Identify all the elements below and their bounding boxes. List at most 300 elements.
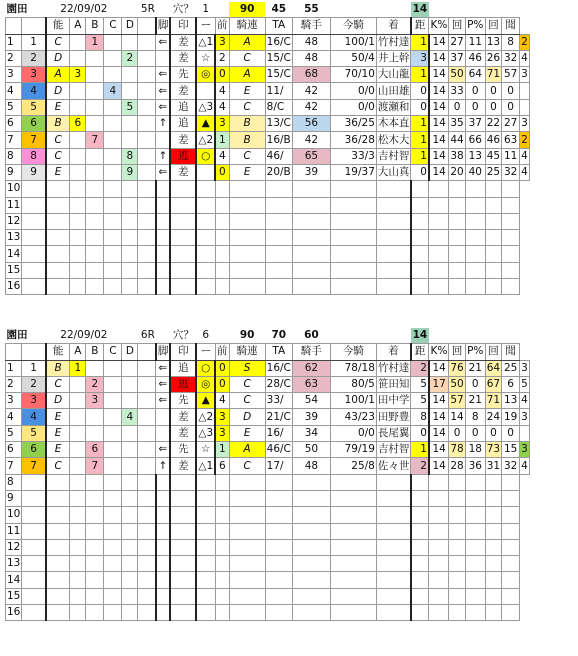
empty-cell[interactable]: [265, 507, 292, 523]
ta-value[interactable]: 50: [292, 442, 330, 458]
finish-value[interactable]: 5: [411, 393, 429, 409]
empty-cell[interactable]: [229, 230, 265, 246]
empty-cell[interactable]: [465, 605, 485, 621]
empty-cell[interactable]: [104, 572, 122, 588]
empty-cell[interactable]: [215, 605, 229, 621]
jockey-rate[interactable]: 0/0: [330, 99, 376, 115]
empty-cell[interactable]: [485, 490, 501, 506]
jockey-name[interactable]: 竹村達: [376, 34, 411, 50]
empty-cell[interactable]: [104, 230, 122, 246]
ability-grade[interactable]: C: [46, 132, 70, 148]
arrow-icon[interactable]: ⇐: [156, 34, 171, 50]
row-number[interactable]: 16: [6, 279, 22, 295]
empty-cell[interactable]: [122, 474, 138, 490]
empty-cell[interactable]: [485, 230, 501, 246]
jockey-rate[interactable]: 80/5: [330, 376, 376, 392]
empty-cell[interactable]: [70, 474, 86, 490]
empty-cell[interactable]: [196, 197, 215, 213]
empty-cell[interactable]: [215, 197, 229, 213]
empty-cell[interactable]: [292, 246, 330, 262]
ability-grade[interactable]: A: [46, 67, 70, 83]
jockey-name[interactable]: 佐々世: [376, 458, 411, 474]
empty-cell[interactable]: [265, 230, 292, 246]
previous-grade[interactable]: A: [229, 34, 265, 50]
empty-cell[interactable]: [170, 507, 196, 523]
p-count[interactable]: 32: [502, 164, 520, 180]
listen-value[interactable]: [520, 83, 530, 99]
rank-c[interactable]: [104, 34, 122, 50]
empty-cell[interactable]: [70, 279, 86, 295]
empty-cell[interactable]: [156, 572, 171, 588]
empty-cell[interactable]: [156, 197, 171, 213]
jockey-combo[interactable]: 15/C: [265, 50, 292, 66]
row-number[interactable]: 15: [6, 588, 22, 604]
empty-cell[interactable]: [429, 539, 449, 555]
empty-cell[interactable]: [411, 181, 429, 197]
k-percent[interactable]: 38: [449, 148, 465, 164]
running-style[interactable]: 先: [170, 67, 196, 83]
empty-cell[interactable]: [376, 523, 411, 539]
finish-value[interactable]: 2: [411, 458, 429, 474]
empty-cell[interactable]: [376, 605, 411, 621]
jockey-combo[interactable]: 16/B: [265, 132, 292, 148]
rank-a[interactable]: [70, 83, 86, 99]
empty-cell[interactable]: [196, 523, 215, 539]
empty-cell[interactable]: [429, 507, 449, 523]
empty-cell[interactable]: [429, 181, 449, 197]
rank-e[interactable]: [138, 34, 156, 50]
row-number[interactable]: 9: [6, 164, 22, 180]
running-style[interactable]: 差: [170, 409, 196, 425]
p-count[interactable]: 13: [502, 393, 520, 409]
empty-cell[interactable]: [330, 556, 376, 572]
k-percent[interactable]: 44: [449, 132, 465, 148]
finish-value[interactable]: 3: [411, 50, 429, 66]
empty-cell[interactable]: [138, 230, 156, 246]
empty-cell[interactable]: [292, 605, 330, 621]
rank-e[interactable]: [138, 458, 156, 474]
empty-cell[interactable]: [376, 474, 411, 490]
position-value[interactable]: 3: [215, 116, 229, 132]
gate-number[interactable]: 2: [22, 376, 46, 392]
empty-cell[interactable]: [215, 523, 229, 539]
empty-cell[interactable]: [411, 572, 429, 588]
empty-cell[interactable]: [46, 230, 70, 246]
empty-cell[interactable]: [485, 507, 501, 523]
p-percent[interactable]: 64: [485, 360, 501, 376]
distance-value[interactable]: 14: [429, 148, 449, 164]
ta-value[interactable]: 48: [292, 34, 330, 50]
rank-d[interactable]: 2: [122, 50, 138, 66]
empty-cell[interactable]: [465, 490, 485, 506]
p-count[interactable]: 27: [502, 116, 520, 132]
p-percent[interactable]: 0: [485, 83, 501, 99]
empty-cell[interactable]: [86, 539, 104, 555]
empty-cell[interactable]: [485, 588, 501, 604]
previous-grade[interactable]: E: [229, 164, 265, 180]
p-percent[interactable]: 67: [485, 376, 501, 392]
empty-cell[interactable]: [22, 262, 46, 278]
distance-value[interactable]: 14: [429, 67, 449, 83]
empty-cell[interactable]: [229, 507, 265, 523]
empty-cell[interactable]: [502, 246, 520, 262]
gate-number[interactable]: 7: [22, 132, 46, 148]
empty-cell[interactable]: [229, 262, 265, 278]
jockey-rate[interactable]: 36/28: [330, 132, 376, 148]
empty-cell[interactable]: [104, 181, 122, 197]
listen-value[interactable]: 2: [520, 34, 530, 50]
empty-cell[interactable]: [46, 474, 70, 490]
k-percent[interactable]: 33: [449, 83, 465, 99]
empty-cell[interactable]: [46, 262, 70, 278]
empty-cell[interactable]: [330, 539, 376, 555]
arrow-icon[interactable]: ↑: [156, 458, 171, 474]
jockey-combo[interactable]: 13/C: [265, 116, 292, 132]
empty-cell[interactable]: [46, 213, 70, 229]
rank-c[interactable]: [104, 442, 122, 458]
rank-a[interactable]: [70, 458, 86, 474]
rank-a[interactable]: [70, 99, 86, 115]
empty-cell[interactable]: [330, 490, 376, 506]
jockey-rate[interactable]: 36/25: [330, 116, 376, 132]
empty-cell[interactable]: [292, 213, 330, 229]
listen-value[interactable]: 4: [520, 50, 530, 66]
row-number[interactable]: 13: [6, 556, 22, 572]
listen-value[interactable]: 3: [520, 116, 530, 132]
jockey-name[interactable]: 木本直: [376, 116, 411, 132]
rank-c[interactable]: [104, 132, 122, 148]
row-number[interactable]: 12: [6, 213, 22, 229]
empty-cell[interactable]: [170, 213, 196, 229]
k-count[interactable]: 64: [465, 67, 485, 83]
empty-cell[interactable]: [86, 197, 104, 213]
distance-value[interactable]: 14: [429, 360, 449, 376]
k-count[interactable]: 46: [465, 50, 485, 66]
jockey-combo[interactable]: 20/B: [265, 164, 292, 180]
jockey-rate[interactable]: 43/23: [330, 409, 376, 425]
empty-cell[interactable]: [170, 197, 196, 213]
rank-e[interactable]: [138, 376, 156, 392]
arrow-icon[interactable]: ⇐: [156, 442, 171, 458]
rank-c[interactable]: [104, 148, 122, 164]
empty-cell[interactable]: [465, 197, 485, 213]
running-style[interactable]: 差: [170, 458, 196, 474]
p-percent[interactable]: 45: [485, 148, 501, 164]
ability-grade[interactable]: C: [46, 458, 70, 474]
rank-a[interactable]: [70, 425, 86, 441]
jockey-combo[interactable]: 21/C: [265, 409, 292, 425]
ability-grade[interactable]: E: [46, 409, 70, 425]
empty-cell[interactable]: [122, 230, 138, 246]
listen-value[interactable]: 4: [520, 164, 530, 180]
rank-a[interactable]: [70, 409, 86, 425]
empty-cell[interactable]: [429, 213, 449, 229]
empty-cell[interactable]: [449, 246, 465, 262]
gate-number[interactable]: 9: [22, 164, 46, 180]
empty-cell[interactable]: [86, 588, 104, 604]
prediction-mark[interactable]: △2: [196, 409, 215, 425]
empty-cell[interactable]: [196, 279, 215, 295]
empty-cell[interactable]: [229, 556, 265, 572]
row-number[interactable]: 8: [6, 148, 22, 164]
empty-cell[interactable]: [46, 197, 70, 213]
empty-cell[interactable]: [46, 588, 70, 604]
empty-cell[interactable]: [292, 279, 330, 295]
rank-e[interactable]: [138, 425, 156, 441]
empty-cell[interactable]: [156, 262, 171, 278]
position-value[interactable]: 3: [215, 34, 229, 50]
prediction-mark[interactable]: ☆: [196, 50, 215, 66]
empty-cell[interactable]: [122, 197, 138, 213]
empty-cell[interactable]: [229, 539, 265, 555]
jockey-combo[interactable]: 17/: [265, 458, 292, 474]
empty-cell[interactable]: [429, 474, 449, 490]
empty-cell[interactable]: [22, 605, 46, 621]
finish-value[interactable]: 0: [411, 99, 429, 115]
empty-cell[interactable]: [22, 539, 46, 555]
empty-cell[interactable]: [122, 507, 138, 523]
k-count[interactable]: 40: [465, 164, 485, 180]
arrow-icon[interactable]: ↑: [156, 116, 171, 132]
rank-d[interactable]: [122, 442, 138, 458]
finish-value[interactable]: 1: [411, 132, 429, 148]
empty-cell[interactable]: [104, 523, 122, 539]
empty-cell[interactable]: [229, 246, 265, 262]
k-percent[interactable]: 0: [449, 425, 465, 441]
empty-cell[interactable]: [411, 539, 429, 555]
empty-cell[interactable]: [22, 556, 46, 572]
empty-cell[interactable]: [449, 197, 465, 213]
distance-value[interactable]: 14: [429, 99, 449, 115]
rank-b[interactable]: 6: [86, 442, 104, 458]
empty-cell[interactable]: [138, 181, 156, 197]
empty-cell[interactable]: [265, 588, 292, 604]
empty-cell[interactable]: [70, 539, 86, 555]
empty-cell[interactable]: [46, 605, 70, 621]
empty-cell[interactable]: [485, 605, 501, 621]
empty-cell[interactable]: [292, 556, 330, 572]
empty-cell[interactable]: [22, 474, 46, 490]
previous-grade[interactable]: C: [229, 50, 265, 66]
empty-cell[interactable]: [86, 181, 104, 197]
p-percent[interactable]: 71: [485, 393, 501, 409]
running-style[interactable]: 逃: [170, 148, 196, 164]
empty-cell[interactable]: [138, 507, 156, 523]
empty-cell[interactable]: [411, 490, 429, 506]
empty-cell[interactable]: [122, 181, 138, 197]
empty-cell[interactable]: [196, 213, 215, 229]
previous-grade[interactable]: D: [229, 409, 265, 425]
empty-cell[interactable]: [215, 474, 229, 490]
empty-cell[interactable]: [104, 213, 122, 229]
p-percent[interactable]: 73: [485, 442, 501, 458]
previous-grade[interactable]: B: [229, 132, 265, 148]
empty-cell[interactable]: [156, 279, 171, 295]
k-percent[interactable]: 50: [449, 67, 465, 83]
finish-value[interactable]: 1: [411, 116, 429, 132]
jockey-name[interactable]: 吉村智: [376, 148, 411, 164]
p-count[interactable]: 32: [502, 458, 520, 474]
empty-cell[interactable]: [70, 572, 86, 588]
p-percent[interactable]: 71: [485, 67, 501, 83]
empty-cell[interactable]: [70, 246, 86, 262]
p-count[interactable]: 32: [502, 50, 520, 66]
row-number[interactable]: 8: [6, 474, 22, 490]
previous-grade[interactable]: C: [229, 393, 265, 409]
empty-cell[interactable]: [502, 197, 520, 213]
row-number[interactable]: 4: [6, 409, 22, 425]
empty-cell[interactable]: [229, 490, 265, 506]
rank-c[interactable]: [104, 360, 122, 376]
empty-cell[interactable]: [229, 213, 265, 229]
empty-cell[interactable]: [86, 474, 104, 490]
jockey-combo[interactable]: 15/C: [265, 67, 292, 83]
empty-cell[interactable]: [170, 230, 196, 246]
rank-e[interactable]: [138, 116, 156, 132]
ta-value[interactable]: 34: [292, 425, 330, 441]
empty-cell[interactable]: [485, 556, 501, 572]
row-number[interactable]: 7: [6, 458, 22, 474]
empty-cell[interactable]: [429, 279, 449, 295]
row-number[interactable]: 3: [6, 67, 22, 83]
rank-b[interactable]: [86, 148, 104, 164]
rank-d[interactable]: 8: [122, 148, 138, 164]
prediction-mark[interactable]: △3: [196, 425, 215, 441]
arrow-icon[interactable]: ↑: [156, 148, 171, 164]
finish-value[interactable]: 1: [411, 442, 429, 458]
empty-cell[interactable]: [138, 605, 156, 621]
empty-cell[interactable]: [196, 605, 215, 621]
empty-cell[interactable]: [86, 572, 104, 588]
empty-cell[interactable]: [265, 572, 292, 588]
p-count[interactable]: 63: [502, 132, 520, 148]
jockey-combo[interactable]: 16/: [265, 425, 292, 441]
empty-cell[interactable]: [330, 523, 376, 539]
empty-cell[interactable]: [215, 262, 229, 278]
empty-cell[interactable]: [138, 523, 156, 539]
prediction-mark[interactable]: ◎: [196, 376, 215, 392]
empty-cell[interactable]: [330, 213, 376, 229]
k-percent[interactable]: 57: [449, 393, 465, 409]
empty-cell[interactable]: [265, 279, 292, 295]
empty-cell[interactable]: [22, 490, 46, 506]
p-count[interactable]: 57: [502, 67, 520, 83]
row-number[interactable]: 2: [6, 376, 22, 392]
rank-b[interactable]: [86, 67, 104, 83]
empty-cell[interactable]: [229, 572, 265, 588]
arrow-icon[interactable]: ⇐: [156, 67, 171, 83]
ta-value[interactable]: 48: [292, 50, 330, 66]
rank-c[interactable]: [104, 458, 122, 474]
jockey-rate[interactable]: 100/1: [330, 34, 376, 50]
p-percent[interactable]: 0: [485, 99, 501, 115]
rank-c[interactable]: [104, 409, 122, 425]
p-percent[interactable]: 13: [485, 34, 501, 50]
empty-cell[interactable]: [156, 605, 171, 621]
empty-cell[interactable]: [215, 572, 229, 588]
k-count[interactable]: 66: [465, 132, 485, 148]
prediction-mark[interactable]: [196, 164, 215, 180]
empty-cell[interactable]: [86, 230, 104, 246]
empty-cell[interactable]: [215, 230, 229, 246]
ta-value[interactable]: 65: [292, 148, 330, 164]
empty-cell[interactable]: [330, 588, 376, 604]
arrow-icon[interactable]: ⇐: [156, 376, 171, 392]
empty-cell[interactable]: [429, 490, 449, 506]
empty-cell[interactable]: [485, 474, 501, 490]
ta-value[interactable]: 42: [292, 99, 330, 115]
empty-cell[interactable]: [46, 246, 70, 262]
empty-cell[interactable]: [465, 507, 485, 523]
empty-cell[interactable]: [22, 230, 46, 246]
empty-cell[interactable]: [449, 213, 465, 229]
empty-cell[interactable]: [22, 213, 46, 229]
empty-cell[interactable]: [104, 588, 122, 604]
empty-cell[interactable]: [46, 507, 70, 523]
empty-cell[interactable]: [138, 490, 156, 506]
empty-cell[interactable]: [156, 181, 171, 197]
prediction-mark[interactable]: △1: [196, 34, 215, 50]
rank-c[interactable]: 4: [104, 83, 122, 99]
previous-grade[interactable]: A: [229, 442, 265, 458]
empty-cell[interactable]: [292, 507, 330, 523]
position-value[interactable]: 0: [215, 164, 229, 180]
position-value[interactable]: 4: [215, 83, 229, 99]
empty-cell[interactable]: [330, 246, 376, 262]
empty-cell[interactable]: [485, 539, 501, 555]
jockey-name[interactable]: 笹田知: [376, 376, 411, 392]
empty-cell[interactable]: [170, 279, 196, 295]
position-value[interactable]: 0: [215, 376, 229, 392]
jockey-rate[interactable]: 100/1: [330, 393, 376, 409]
empty-cell[interactable]: [292, 262, 330, 278]
empty-cell[interactable]: [502, 539, 520, 555]
k-count[interactable]: 36: [465, 458, 485, 474]
empty-cell[interactable]: [485, 197, 501, 213]
gate-number[interactable]: 5: [22, 425, 46, 441]
gate-number[interactable]: 4: [22, 83, 46, 99]
rank-b[interactable]: 1: [86, 34, 104, 50]
empty-cell[interactable]: [46, 279, 70, 295]
empty-cell[interactable]: [22, 507, 46, 523]
empty-cell[interactable]: [156, 230, 171, 246]
p-percent[interactable]: 24: [485, 409, 501, 425]
rank-a[interactable]: 1: [70, 360, 86, 376]
k-count[interactable]: 13: [465, 148, 485, 164]
row-number[interactable]: 5: [6, 99, 22, 115]
jockey-rate[interactable]: 0/0: [330, 425, 376, 441]
running-style[interactable]: 先: [170, 393, 196, 409]
empty-cell[interactable]: [485, 246, 501, 262]
empty-cell[interactable]: [411, 588, 429, 604]
listen-value[interactable]: 5: [520, 376, 530, 392]
jockey-combo[interactable]: 16/C: [265, 34, 292, 50]
ability-grade[interactable]: E: [46, 99, 70, 115]
rank-e[interactable]: [138, 393, 156, 409]
empty-cell[interactable]: [104, 605, 122, 621]
rank-d[interactable]: [122, 376, 138, 392]
position-value[interactable]: 6: [215, 458, 229, 474]
empty-cell[interactable]: [449, 572, 465, 588]
ta-value[interactable]: 62: [292, 360, 330, 376]
empty-cell[interactable]: [70, 507, 86, 523]
empty-cell[interactable]: [170, 490, 196, 506]
empty-cell[interactable]: [46, 572, 70, 588]
empty-cell[interactable]: [70, 181, 86, 197]
empty-cell[interactable]: [196, 507, 215, 523]
rank-c[interactable]: [104, 99, 122, 115]
gate-number[interactable]: 6: [22, 442, 46, 458]
